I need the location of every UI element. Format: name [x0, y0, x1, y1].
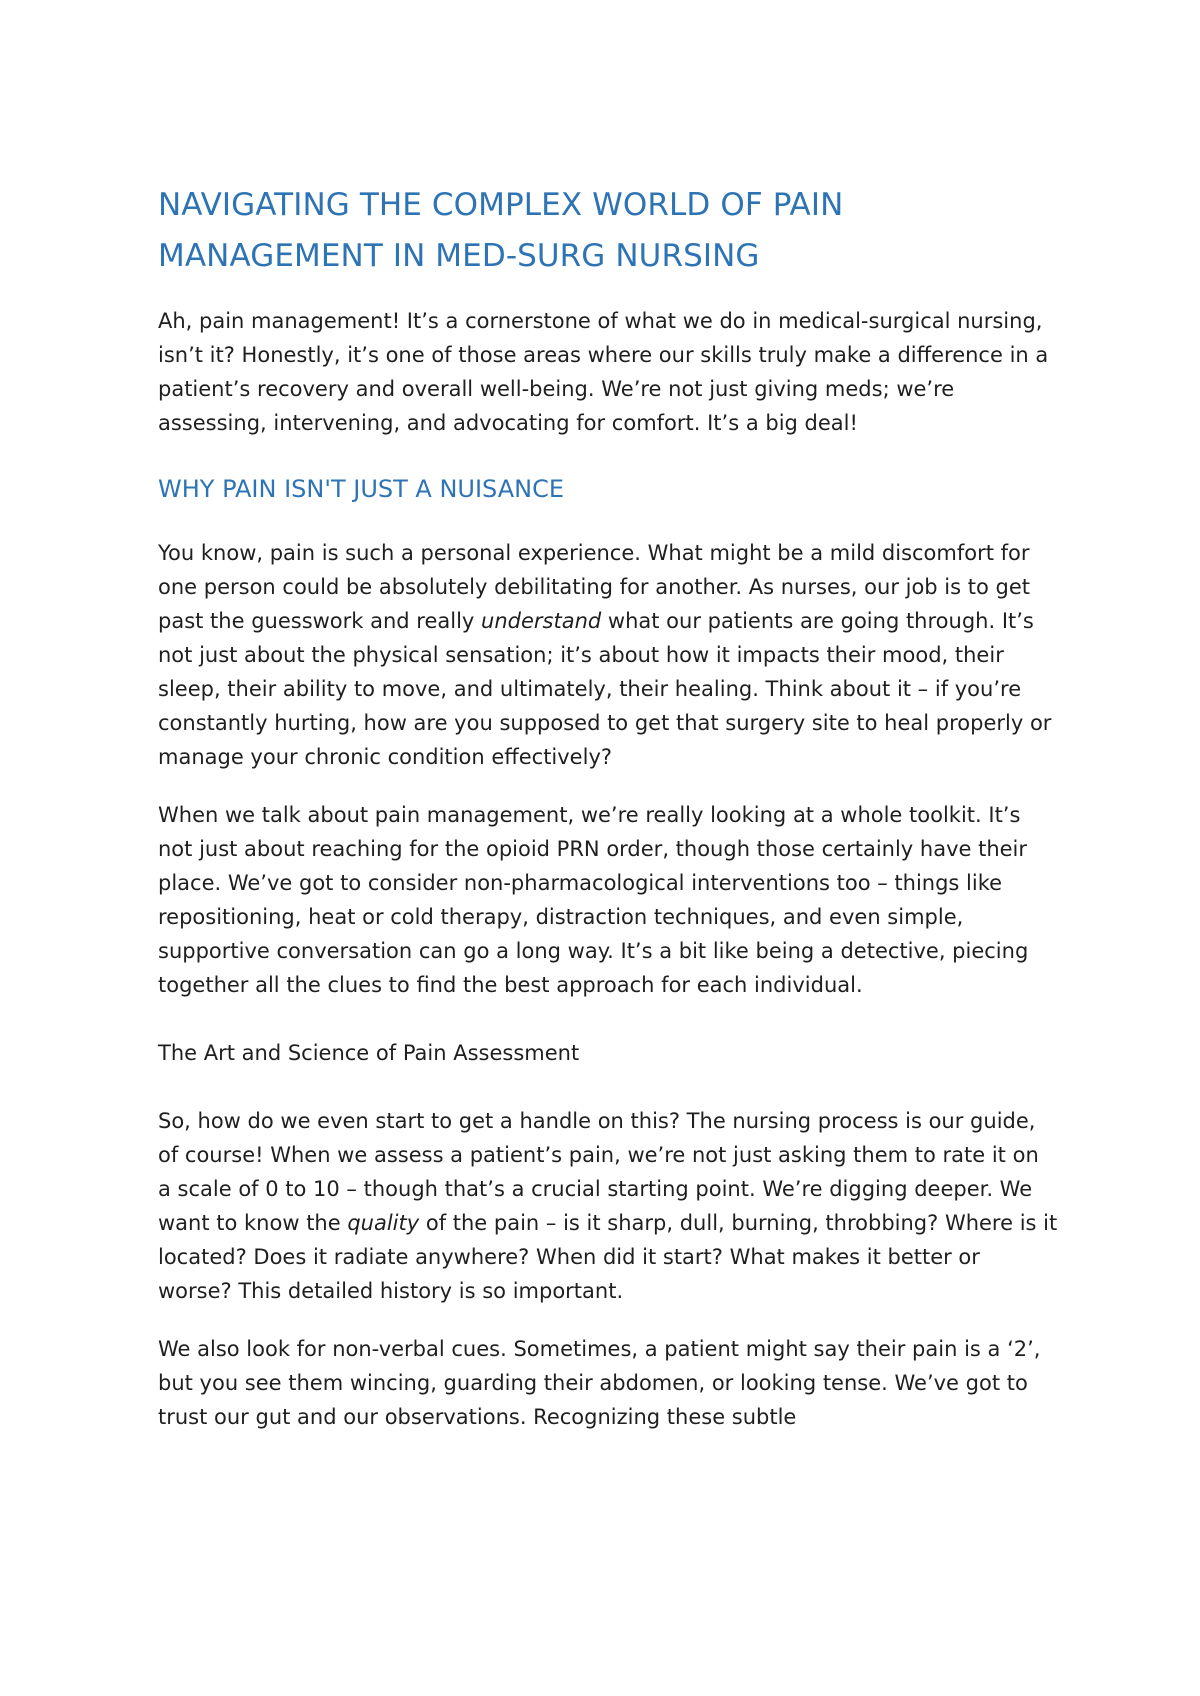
section1-p1-text-before: You know, pain is such a personal experience. What might be a mild discomfort for one person could be absolutely debilitating for another. As nurses, our job is to get past the guesswork and really: [158, 541, 1031, 633]
section2-p1-text-after: of the pain – is it sharp, dull, burning, throbbing? Where is it located? Does it radiate anywhere? When did it start? What makes it better or worse? This detailed history is so important.: [158, 1211, 1058, 1303]
document-body: [158, 180, 1058, 1434]
section2-paragraph-2: We also look for non-verbal cues. Sometimes, a patient might say their pain is a ‘2’, but you see them wincing, guarding their abdomen, or looking tense. We’ve got to trust our gut and our observations. Recognizing these subtle: [158, 1337, 1041, 1429]
section-heading-pain-assessment: The Art and Science of Pain Assessment: [158, 1041, 580, 1065]
section2-p1-text-before: So, how do we even start to get a handle on this? The nursing process is our guide, of course! When we assess a patient’s pain, we’re not just asking them to rate it on a scale of 0 to 10 – though that’s a crucial starting point. We’re digging deeper. We want to know the: [158, 1109, 1039, 1235]
section1-paragraph-1: [158, 536, 1058, 774]
section2-paragraph-1: [158, 1104, 1058, 1308]
section-heading-why-pain: WHY PAIN ISN'T JUST A NUISANCE: [158, 475, 565, 503]
section1-paragraph-2: When we talk about pain management, we’re really looking at a whole toolkit. It’s not just about reaching for the opioid PRN order, though those certainly have their place. We’ve got to consider non-pharmacological interventions too – things like repositioning, heat or cold therapy, distraction techniques, and even simple, supportive conversation can go a long way. It’s a bit like being a detective, piecing together all the clues to find the best approach for each individual.: [158, 803, 1029, 997]
emphasis-quality: quality: [347, 1211, 420, 1235]
emphasis-understand: understand: [481, 609, 602, 633]
intro-paragraph: Ah, pain management! It’s a cornerstone of what we do in medical-surgical nursing, isn’t it? Honestly, it’s one of those areas where our skills truly make a difference in a patient’s recovery and overall well-being. We’re not just giving meds; we’re assessing, intervening, and advocating for comfort. It’s a big deal!: [158, 309, 1049, 435]
document-title: NAVIGATING THE COMPLEX WORLD OF PAIN MANAGEMENT IN MED-SURG NURSING: [158, 187, 844, 274]
section1-p1-text-after: what our patients are going through. It’s not just about the physical sensation; it’s about how it impacts their mood, their sleep, their ability to move, and ultimately, their healing. Think about it – if you’re constantly hurting, how are you supposed to get that surgery site to heal properly or manage your chronic condition effectively?: [158, 609, 1052, 769]
